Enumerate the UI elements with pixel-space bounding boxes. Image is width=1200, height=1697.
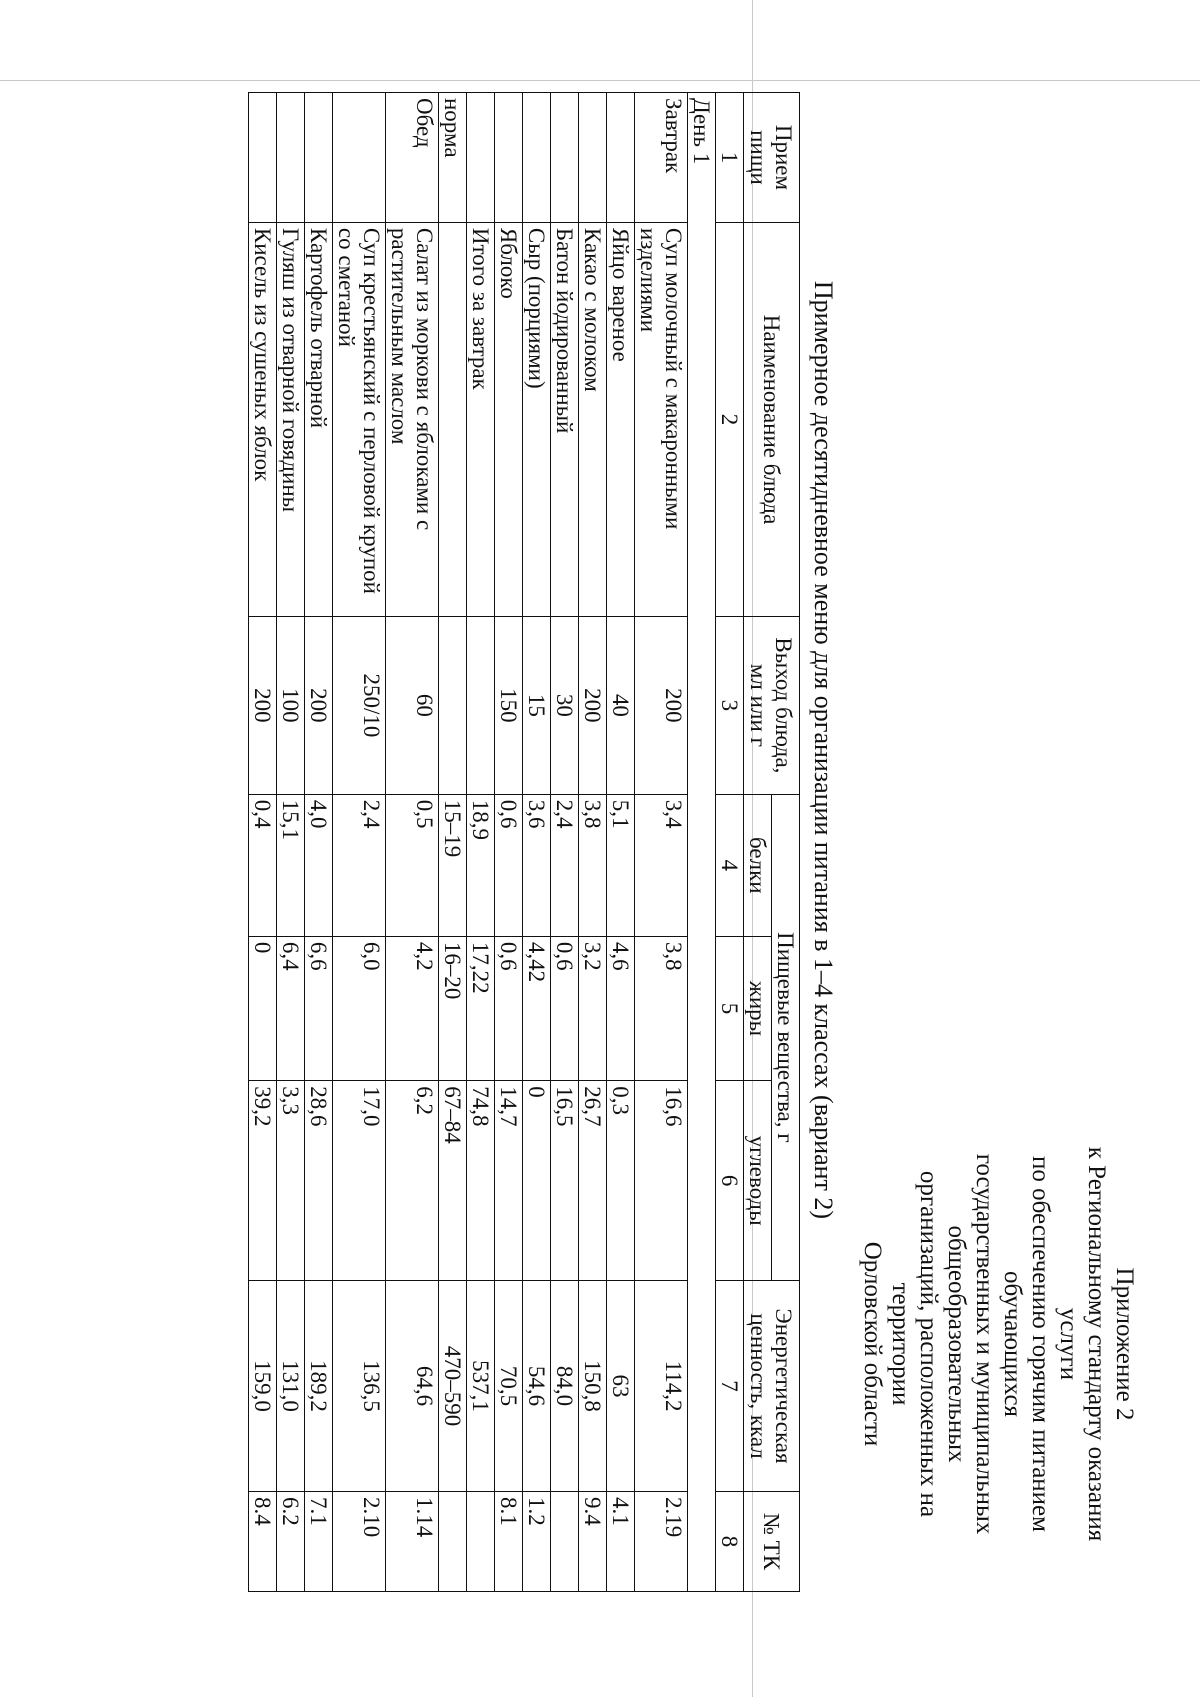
header-tk: № ТК xyxy=(744,1492,800,1592)
cell-energy: 70,5 xyxy=(495,1281,523,1492)
document-title: Примерное десятидневное меню для организации питания в 1–4 классах (вариант 2) xyxy=(809,280,838,1220)
cell-tk: 7.1 xyxy=(305,1492,333,1592)
cell-output xyxy=(439,617,467,795)
cell-output: 200 xyxy=(635,617,688,795)
cell-output: 40 xyxy=(607,617,635,795)
cell-fats: 0,6 xyxy=(551,936,579,1080)
cell-tk: 2.19 xyxy=(635,1492,688,1592)
cell-energy: 537,1 xyxy=(467,1281,495,1492)
cell-fats: 17,22 xyxy=(467,936,495,1080)
header-energy: Энергетическая ценность, ккал xyxy=(744,1281,800,1492)
cell-energy: 54,6 xyxy=(523,1281,551,1492)
cell-output: 200 xyxy=(579,617,607,795)
cell-meal xyxy=(523,93,551,223)
cell-energy: 150,8 xyxy=(579,1281,607,1492)
cell-carbs: 3,3 xyxy=(277,1081,305,1281)
cell-fats: 0 xyxy=(249,936,277,1080)
cell-carbs: 16,5 xyxy=(551,1081,579,1281)
cell-tk: 4.1 xyxy=(607,1492,635,1592)
cell-dish: Какао с молоком xyxy=(579,222,607,616)
header-nutrients: Пищевые вещества, г xyxy=(772,794,800,1280)
column-number: 7 xyxy=(716,1281,744,1492)
table-row xyxy=(333,93,386,1592)
header-dish: Наименование блюда xyxy=(744,222,800,616)
cell-fats: 4,6 xyxy=(607,936,635,1080)
cell-tk xyxy=(551,1492,579,1592)
cell-dish: Кисель из сушеных яблок xyxy=(249,222,277,616)
header-meal: Прием пищи xyxy=(744,93,800,223)
cell-tk xyxy=(439,1492,467,1592)
cell-output: 15 xyxy=(523,617,551,795)
table-row xyxy=(523,93,551,1592)
cell-proteins: 3,8 xyxy=(579,794,607,936)
table-row xyxy=(249,93,277,1592)
cell-fats: 6,6 xyxy=(305,936,333,1080)
cell-energy: 84,0 xyxy=(551,1281,579,1492)
cell-output xyxy=(467,617,495,795)
cell-proteins: 2,4 xyxy=(551,794,579,936)
cell-energy: 136,5 xyxy=(333,1281,386,1492)
cell-dish: Картофель отварной xyxy=(305,222,333,616)
cell-output: 200 xyxy=(305,617,333,795)
cell-tk: 2.10 xyxy=(333,1492,386,1592)
cell-energy: 63 xyxy=(607,1281,635,1492)
cell-energy: 114,2 xyxy=(635,1281,688,1492)
table-row xyxy=(607,93,635,1592)
column-number: 2 xyxy=(716,222,744,616)
appendix-header xyxy=(858,1109,1138,1579)
cell-dish: Суп молочный с макаронными изделиями xyxy=(635,222,688,616)
cell-fats: 3,8 xyxy=(635,936,688,1080)
cell-output: 200 xyxy=(249,617,277,795)
header-row xyxy=(772,93,800,1592)
cell-dish xyxy=(439,222,467,616)
cell-carbs: 39,2 xyxy=(249,1081,277,1281)
day-row xyxy=(688,93,716,1592)
cell-energy: 470–590 xyxy=(439,1281,467,1492)
table-row xyxy=(439,93,467,1592)
cell-output: 30 xyxy=(551,617,579,795)
cell-fats: 4,42 xyxy=(523,936,551,1080)
column-number-row xyxy=(716,93,744,1592)
cell-output: 60 xyxy=(386,617,439,795)
table-row xyxy=(635,93,688,1592)
column-number: 8 xyxy=(716,1492,744,1592)
header-fats: жиры xyxy=(744,936,772,1080)
cell-proteins: 3,4 xyxy=(635,794,688,936)
cell-tk: 1.14 xyxy=(386,1492,439,1592)
header-line: по обеспечению горячим питанием обучающихся xyxy=(999,1156,1054,1532)
cell-proteins: 3,6 xyxy=(523,794,551,936)
cell-proteins: 2,4 xyxy=(333,794,386,936)
cell-meal xyxy=(249,93,277,223)
cell-dish: Яйцо вареное xyxy=(607,222,635,616)
cell-fats: 6,4 xyxy=(277,936,305,1080)
table-row xyxy=(551,93,579,1592)
cell-carbs: 14,7 xyxy=(495,1081,523,1281)
table-row xyxy=(305,93,333,1592)
cell-output: 150 xyxy=(495,617,523,795)
cell-meal xyxy=(277,93,305,223)
cell-tk: 9.4 xyxy=(579,1492,607,1592)
cell-meal: Обед xyxy=(386,93,439,223)
cell-tk: 8.4 xyxy=(249,1492,277,1592)
cell-dish: Батон йодированный xyxy=(551,222,579,616)
cell-proteins: 15,1 xyxy=(277,794,305,936)
cell-dish: Гуляш из отварной говядины xyxy=(277,222,305,616)
column-number: 3 xyxy=(716,617,744,795)
header-carbs: углеводы xyxy=(744,1081,772,1281)
cell-proteins: 0,4 xyxy=(249,794,277,936)
cell-proteins: 5,1 xyxy=(607,794,635,936)
column-number: 4 xyxy=(716,794,744,936)
header-line: к Региональному стандарту оказания услуги xyxy=(1055,1146,1110,1542)
column-number: 1 xyxy=(716,93,744,223)
cell-tk xyxy=(467,1492,495,1592)
cell-tk: 8.1 xyxy=(495,1492,523,1592)
cell-dish: Сыр (порциями) xyxy=(523,222,551,616)
cell-energy: 131,0 xyxy=(277,1281,305,1492)
table-row xyxy=(386,93,439,1592)
cell-proteins: 0,6 xyxy=(495,794,523,936)
cell-proteins: 0,5 xyxy=(386,794,439,936)
cell-energy: 189,2 xyxy=(305,1281,333,1492)
cell-carbs: 17,0 xyxy=(333,1081,386,1281)
cell-meal: Завтрак xyxy=(635,93,688,223)
cell-tk: 6.2 xyxy=(277,1492,305,1592)
table-row xyxy=(495,93,523,1592)
cell-dish: Салат из моркови с яблоками с растительным маслом xyxy=(386,222,439,616)
cell-proteins: 4,0 xyxy=(305,794,333,936)
cell-proteins: 15–19 xyxy=(439,794,467,936)
cell-carbs: 0 xyxy=(523,1081,551,1281)
cell-carbs: 26,7 xyxy=(579,1081,607,1281)
cell-energy: 64,6 xyxy=(386,1281,439,1492)
column-number: 5 xyxy=(716,936,744,1080)
cell-dish: Суп крестьянский с перловой крупой со сметаной xyxy=(333,222,386,616)
header-output: Выход блюда, мл или г xyxy=(744,617,800,795)
cell-fats: 16–20 xyxy=(439,936,467,1080)
cell-carbs: 28,6 xyxy=(305,1081,333,1281)
cell-carbs: 67–84 xyxy=(439,1081,467,1281)
menu-table xyxy=(248,92,800,1592)
cell-meal xyxy=(333,93,386,223)
header-line: организаций, расположенных на территории xyxy=(887,1170,942,1518)
cell-carbs: 74,8 xyxy=(467,1081,495,1281)
cell-fats: 0,6 xyxy=(495,936,523,1080)
cell-tk: 1.2 xyxy=(523,1492,551,1592)
cell-meal xyxy=(551,93,579,223)
cell-meal xyxy=(467,93,495,223)
cell-dish: Итого за завтрак xyxy=(467,222,495,616)
header-proteins: белки xyxy=(744,794,772,936)
cell-meal: норма xyxy=(439,93,467,223)
header-line: государственных и муниципальных общеобразовательных xyxy=(943,1153,998,1535)
cell-dish: Яблоко xyxy=(495,222,523,616)
table-row xyxy=(467,93,495,1592)
day-label: День 1 xyxy=(688,93,716,1592)
cell-meal xyxy=(305,93,333,223)
column-number: 6 xyxy=(716,1081,744,1281)
cell-output: 100 xyxy=(277,617,305,795)
cell-carbs: 16,6 xyxy=(635,1081,688,1281)
cell-meal xyxy=(579,93,607,223)
header-line: Орловской области xyxy=(859,1241,886,1447)
cell-meal xyxy=(607,93,635,223)
cell-carbs: 0,3 xyxy=(607,1081,635,1281)
cell-output: 250/10 xyxy=(333,617,386,795)
table-row xyxy=(579,93,607,1592)
cell-meal xyxy=(495,93,523,223)
cell-proteins: 18,9 xyxy=(467,794,495,936)
table-row xyxy=(277,93,305,1592)
cell-fats: 6,0 xyxy=(333,936,386,1080)
cell-fats: 3,2 xyxy=(579,936,607,1080)
header-line: Приложение 2 xyxy=(1111,1267,1138,1421)
cell-carbs: 6,2 xyxy=(386,1081,439,1281)
cell-fats: 4,2 xyxy=(386,936,439,1080)
cell-energy: 159,0 xyxy=(249,1281,277,1492)
